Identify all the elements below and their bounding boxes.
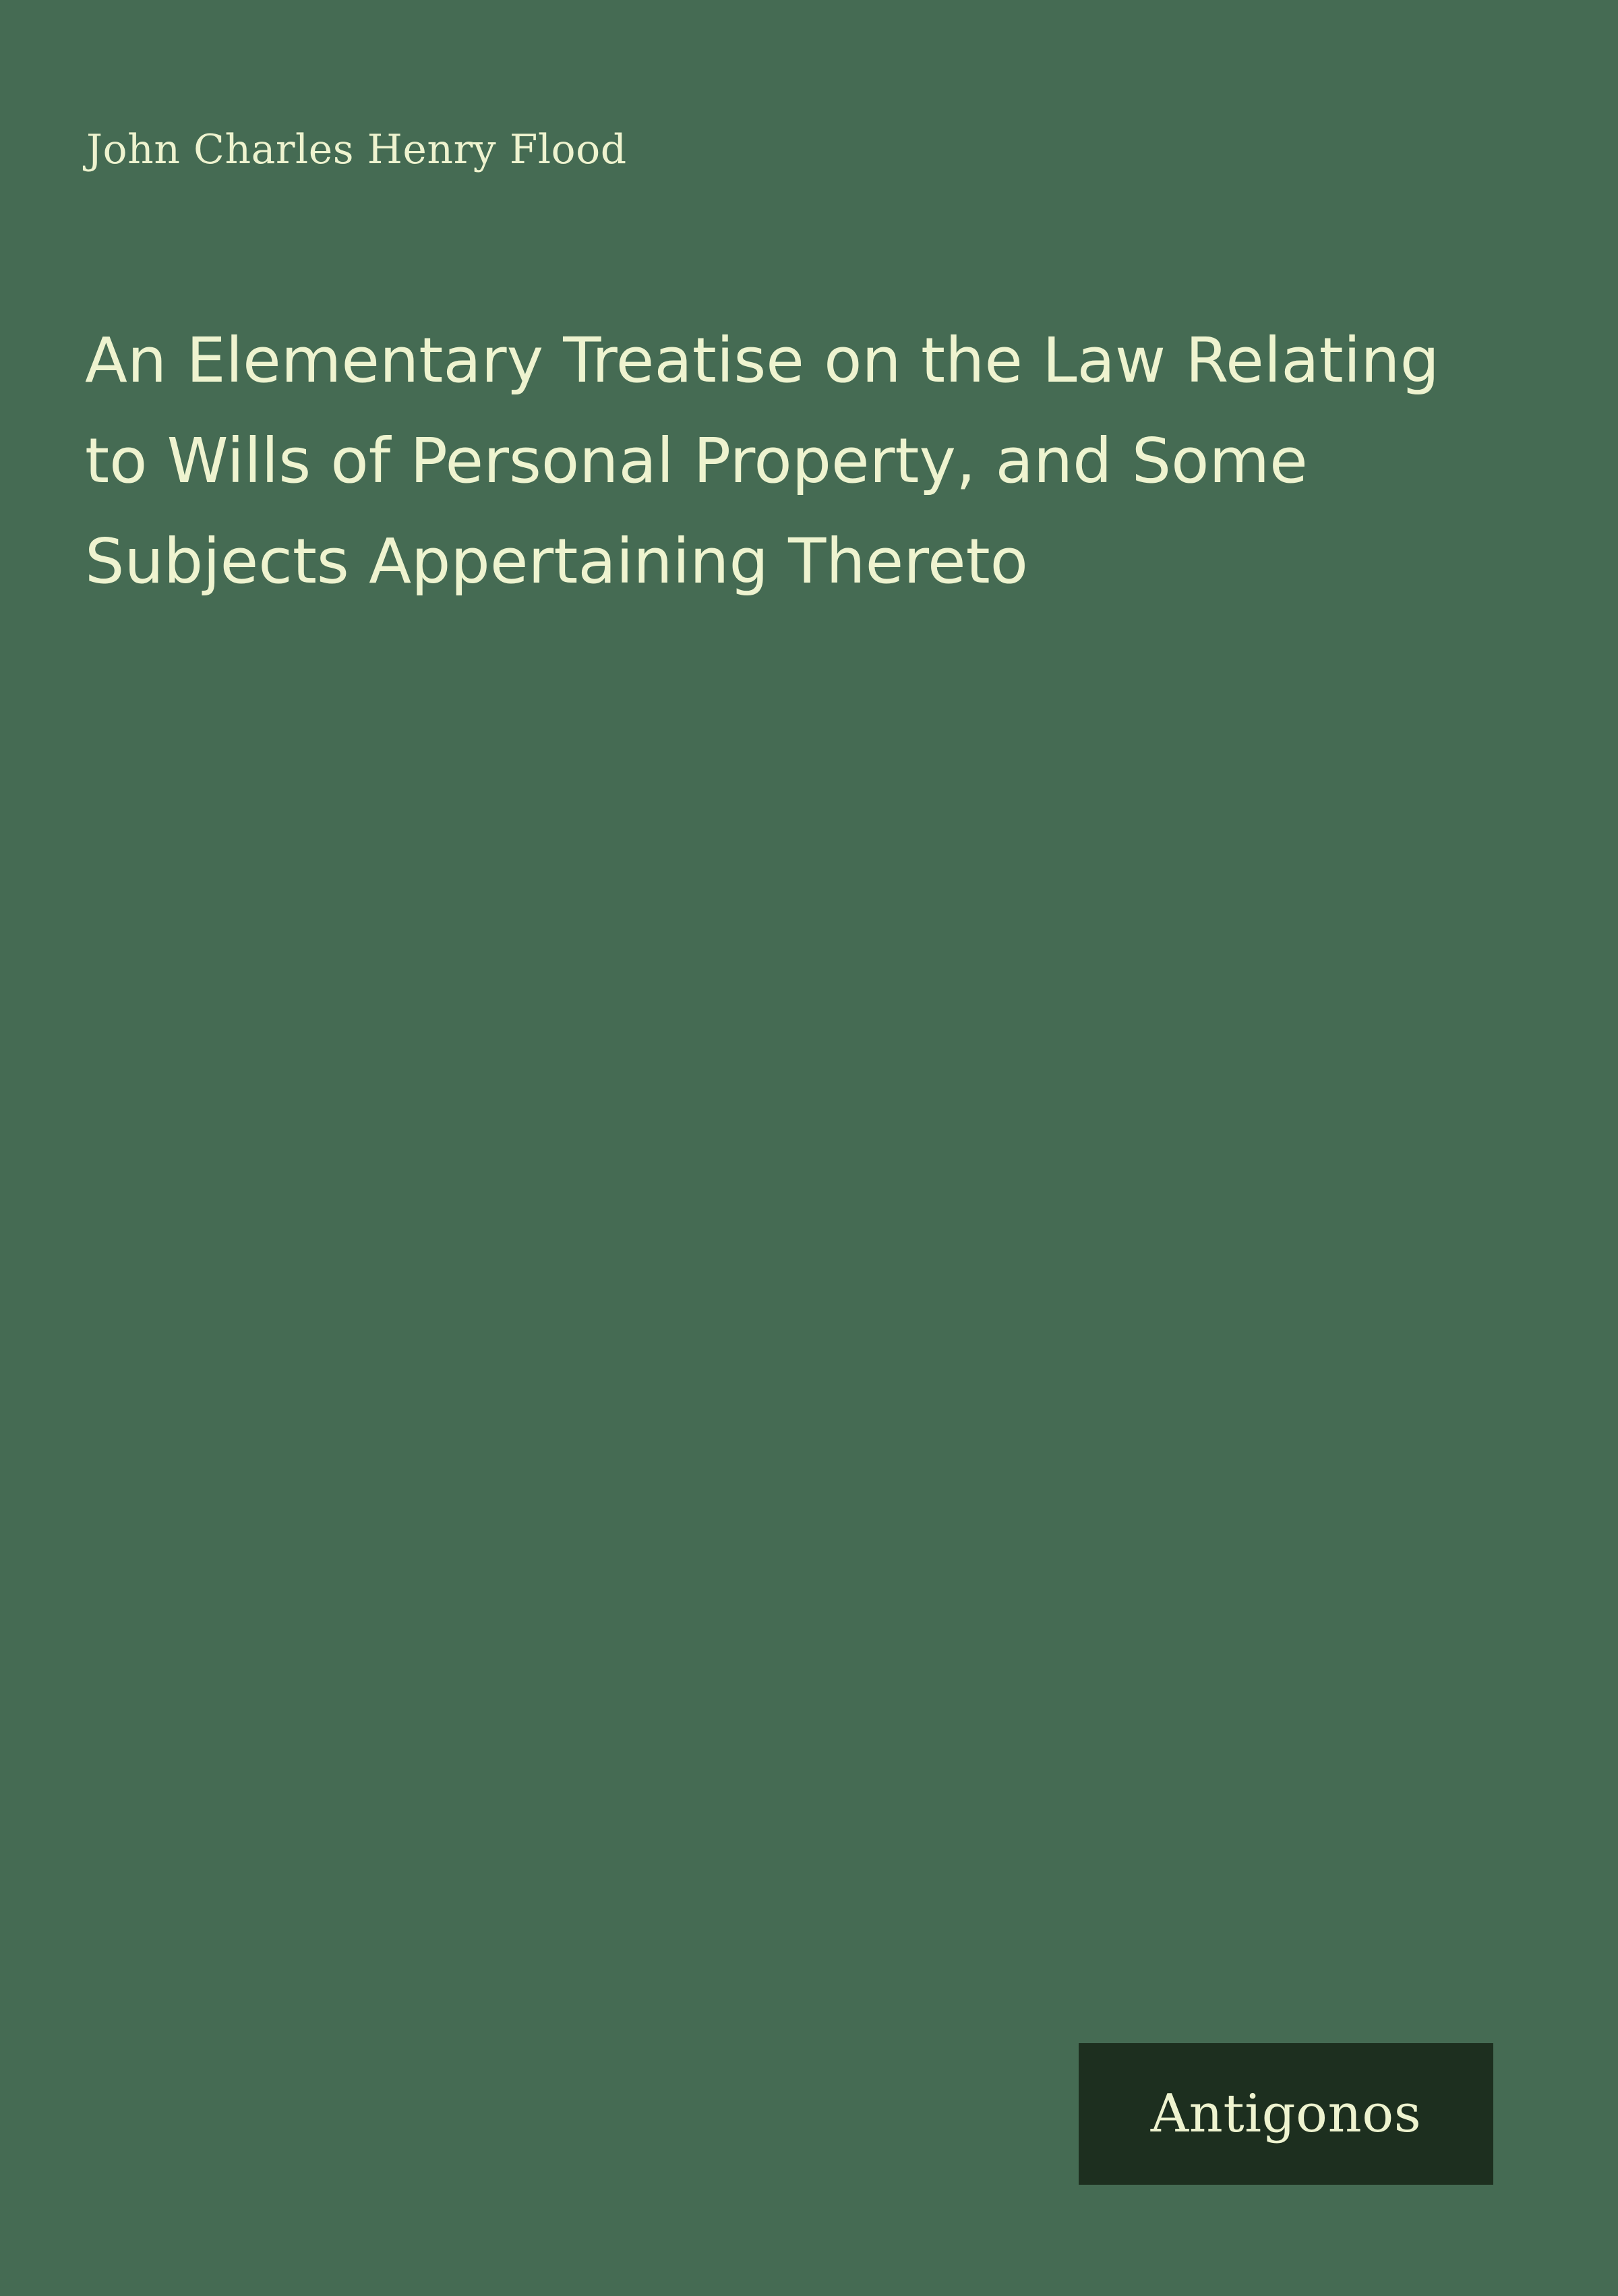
book-title: An Elementary Treatise on the Law Relating to Wills of Personal Property, and Some Subjects Appertaining Thereto (85, 324, 1439, 598)
author-name: John Charles Henry Flood (86, 126, 627, 173)
publisher-badge (1079, 2043, 1493, 2185)
publisher-name: Antigonos (1150, 2084, 1422, 2144)
